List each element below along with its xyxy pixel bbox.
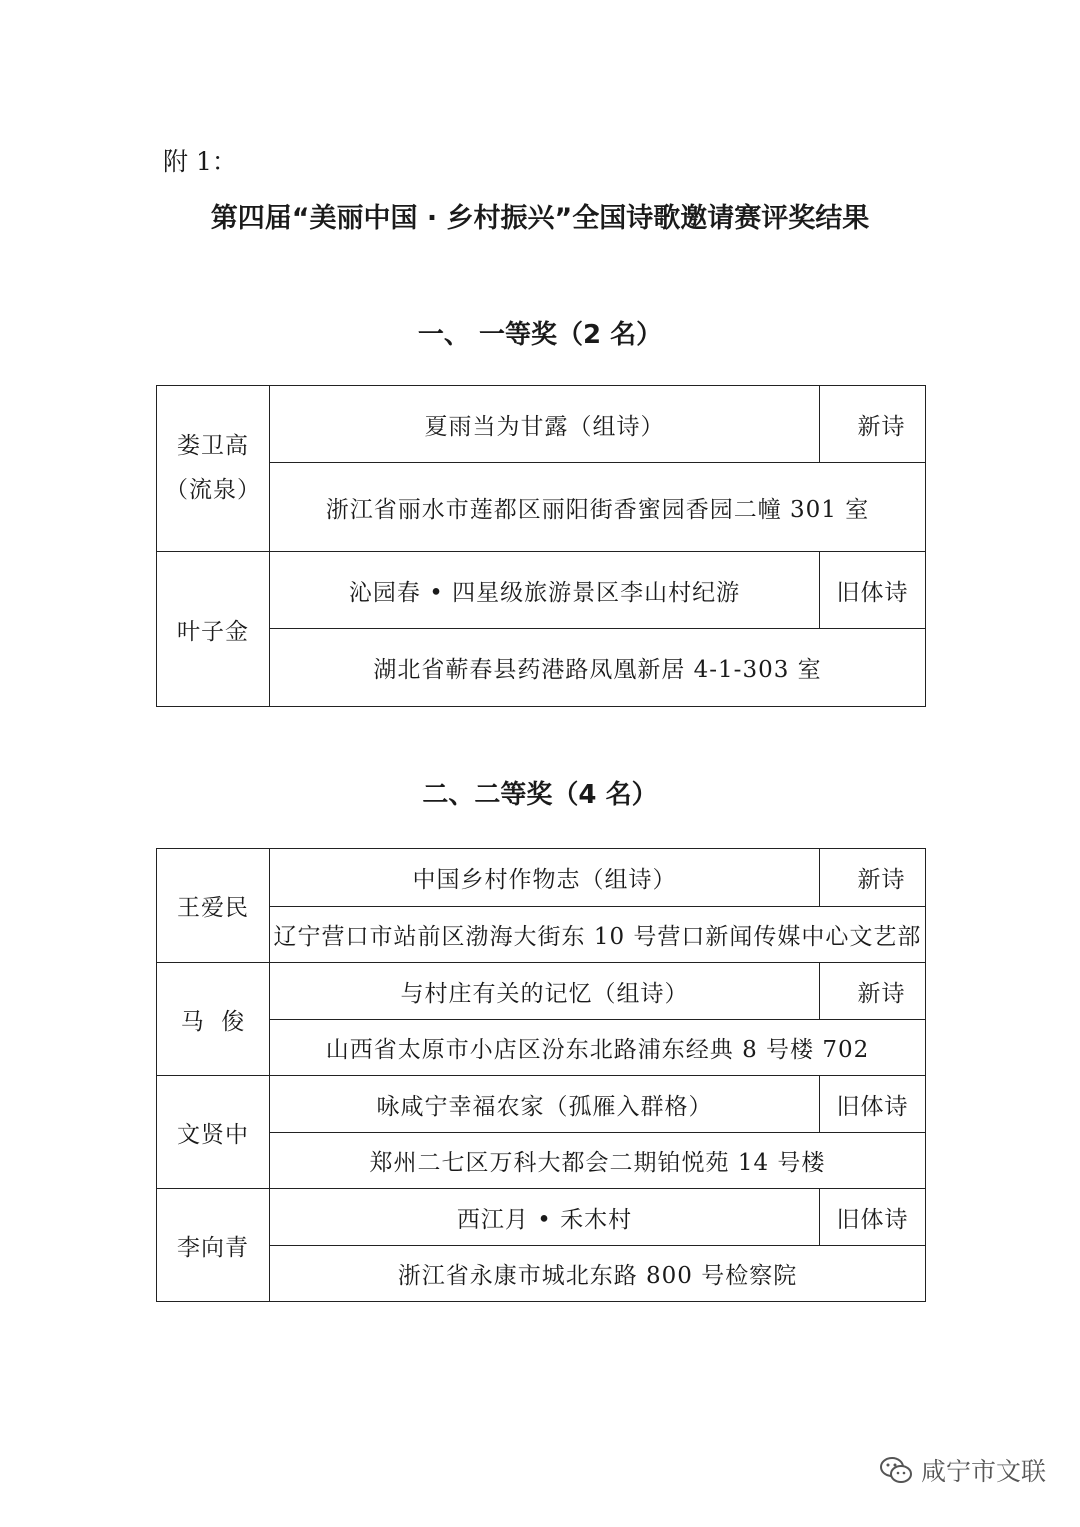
winner-pen-name: （流泉）	[165, 476, 261, 503]
table-row	[157, 849, 926, 907]
winner-address: 山西省太原市小店区汾东北路浦东经典 8 号楼 702	[270, 1020, 926, 1076]
table-row	[157, 463, 926, 552]
winner-name: 王爱民	[157, 849, 270, 963]
work-title: 中国乡村作物志（组诗）	[270, 849, 820, 907]
work-category: 旧体诗	[820, 552, 926, 629]
winner-address: 辽宁营口市站前区渤海大街东 10 号营口新闻传媒中心文艺部	[270, 907, 926, 963]
table-row	[157, 1133, 926, 1189]
table-row	[157, 629, 926, 707]
table-row	[157, 1189, 926, 1246]
table-row	[157, 1246, 926, 1302]
work-category: 旧体诗	[820, 1076, 926, 1133]
table-row	[157, 963, 926, 1020]
work-title: 西江月 • 禾木村	[270, 1189, 820, 1246]
work-category: 新诗	[820, 849, 926, 907]
second-prize-table	[156, 848, 926, 1302]
table-row	[157, 1076, 926, 1133]
winner-address: 浙江省丽水市莲都区丽阳街香蜜园香园二幢 301 室	[270, 463, 926, 552]
work-category: 新诗	[820, 963, 926, 1020]
winner-address: 浙江省永康市城北东路 800 号检察院	[270, 1246, 926, 1302]
table-row	[157, 1020, 926, 1076]
section-heading-second-prize: 二、二等奖（4 名）	[422, 780, 658, 810]
work-category: 旧体诗	[820, 1189, 926, 1246]
attachment-label: 附 1：	[163, 147, 237, 176]
table-row	[157, 552, 926, 629]
table-row	[157, 907, 926, 963]
first-prize-table	[156, 385, 926, 707]
winner-name: 叶子金	[157, 552, 270, 707]
winner-address: 湖北省蕲春县药港路凤凰新居 4-1-303 室	[270, 629, 926, 707]
work-title: 与村庄有关的记忆（组诗）	[270, 963, 820, 1020]
winner-name: 娄卫高	[177, 432, 249, 459]
watermark	[879, 1452, 1046, 1488]
work-title: 沁园春 • 四星级旅游景区李山村纪游	[270, 552, 820, 629]
wechat-icon	[879, 1455, 913, 1485]
watermark-text: 咸宁市文联	[920, 1457, 1046, 1486]
work-title: 咏咸宁幸福农家（孤雁入群格）	[270, 1076, 820, 1133]
document-title: 第四届“美丽中国 · 乡村振兴”全国诗歌邀请赛评奖结果	[210, 203, 870, 234]
table-row	[157, 386, 926, 463]
work-category: 新诗	[820, 386, 926, 463]
winner-name: 马 俊	[157, 963, 270, 1076]
winner-name: 文贤中	[157, 1076, 270, 1189]
work-title: 夏雨当为甘露（组诗）	[270, 386, 820, 463]
winner-name: 李向青	[157, 1189, 270, 1302]
section-heading-first-prize: 一、 一等奖（2 名）	[417, 320, 663, 350]
winner-name-cell	[157, 386, 270, 552]
winner-address: 郑州二七区万科大都会二期铂悦苑 14 号楼	[270, 1133, 926, 1189]
